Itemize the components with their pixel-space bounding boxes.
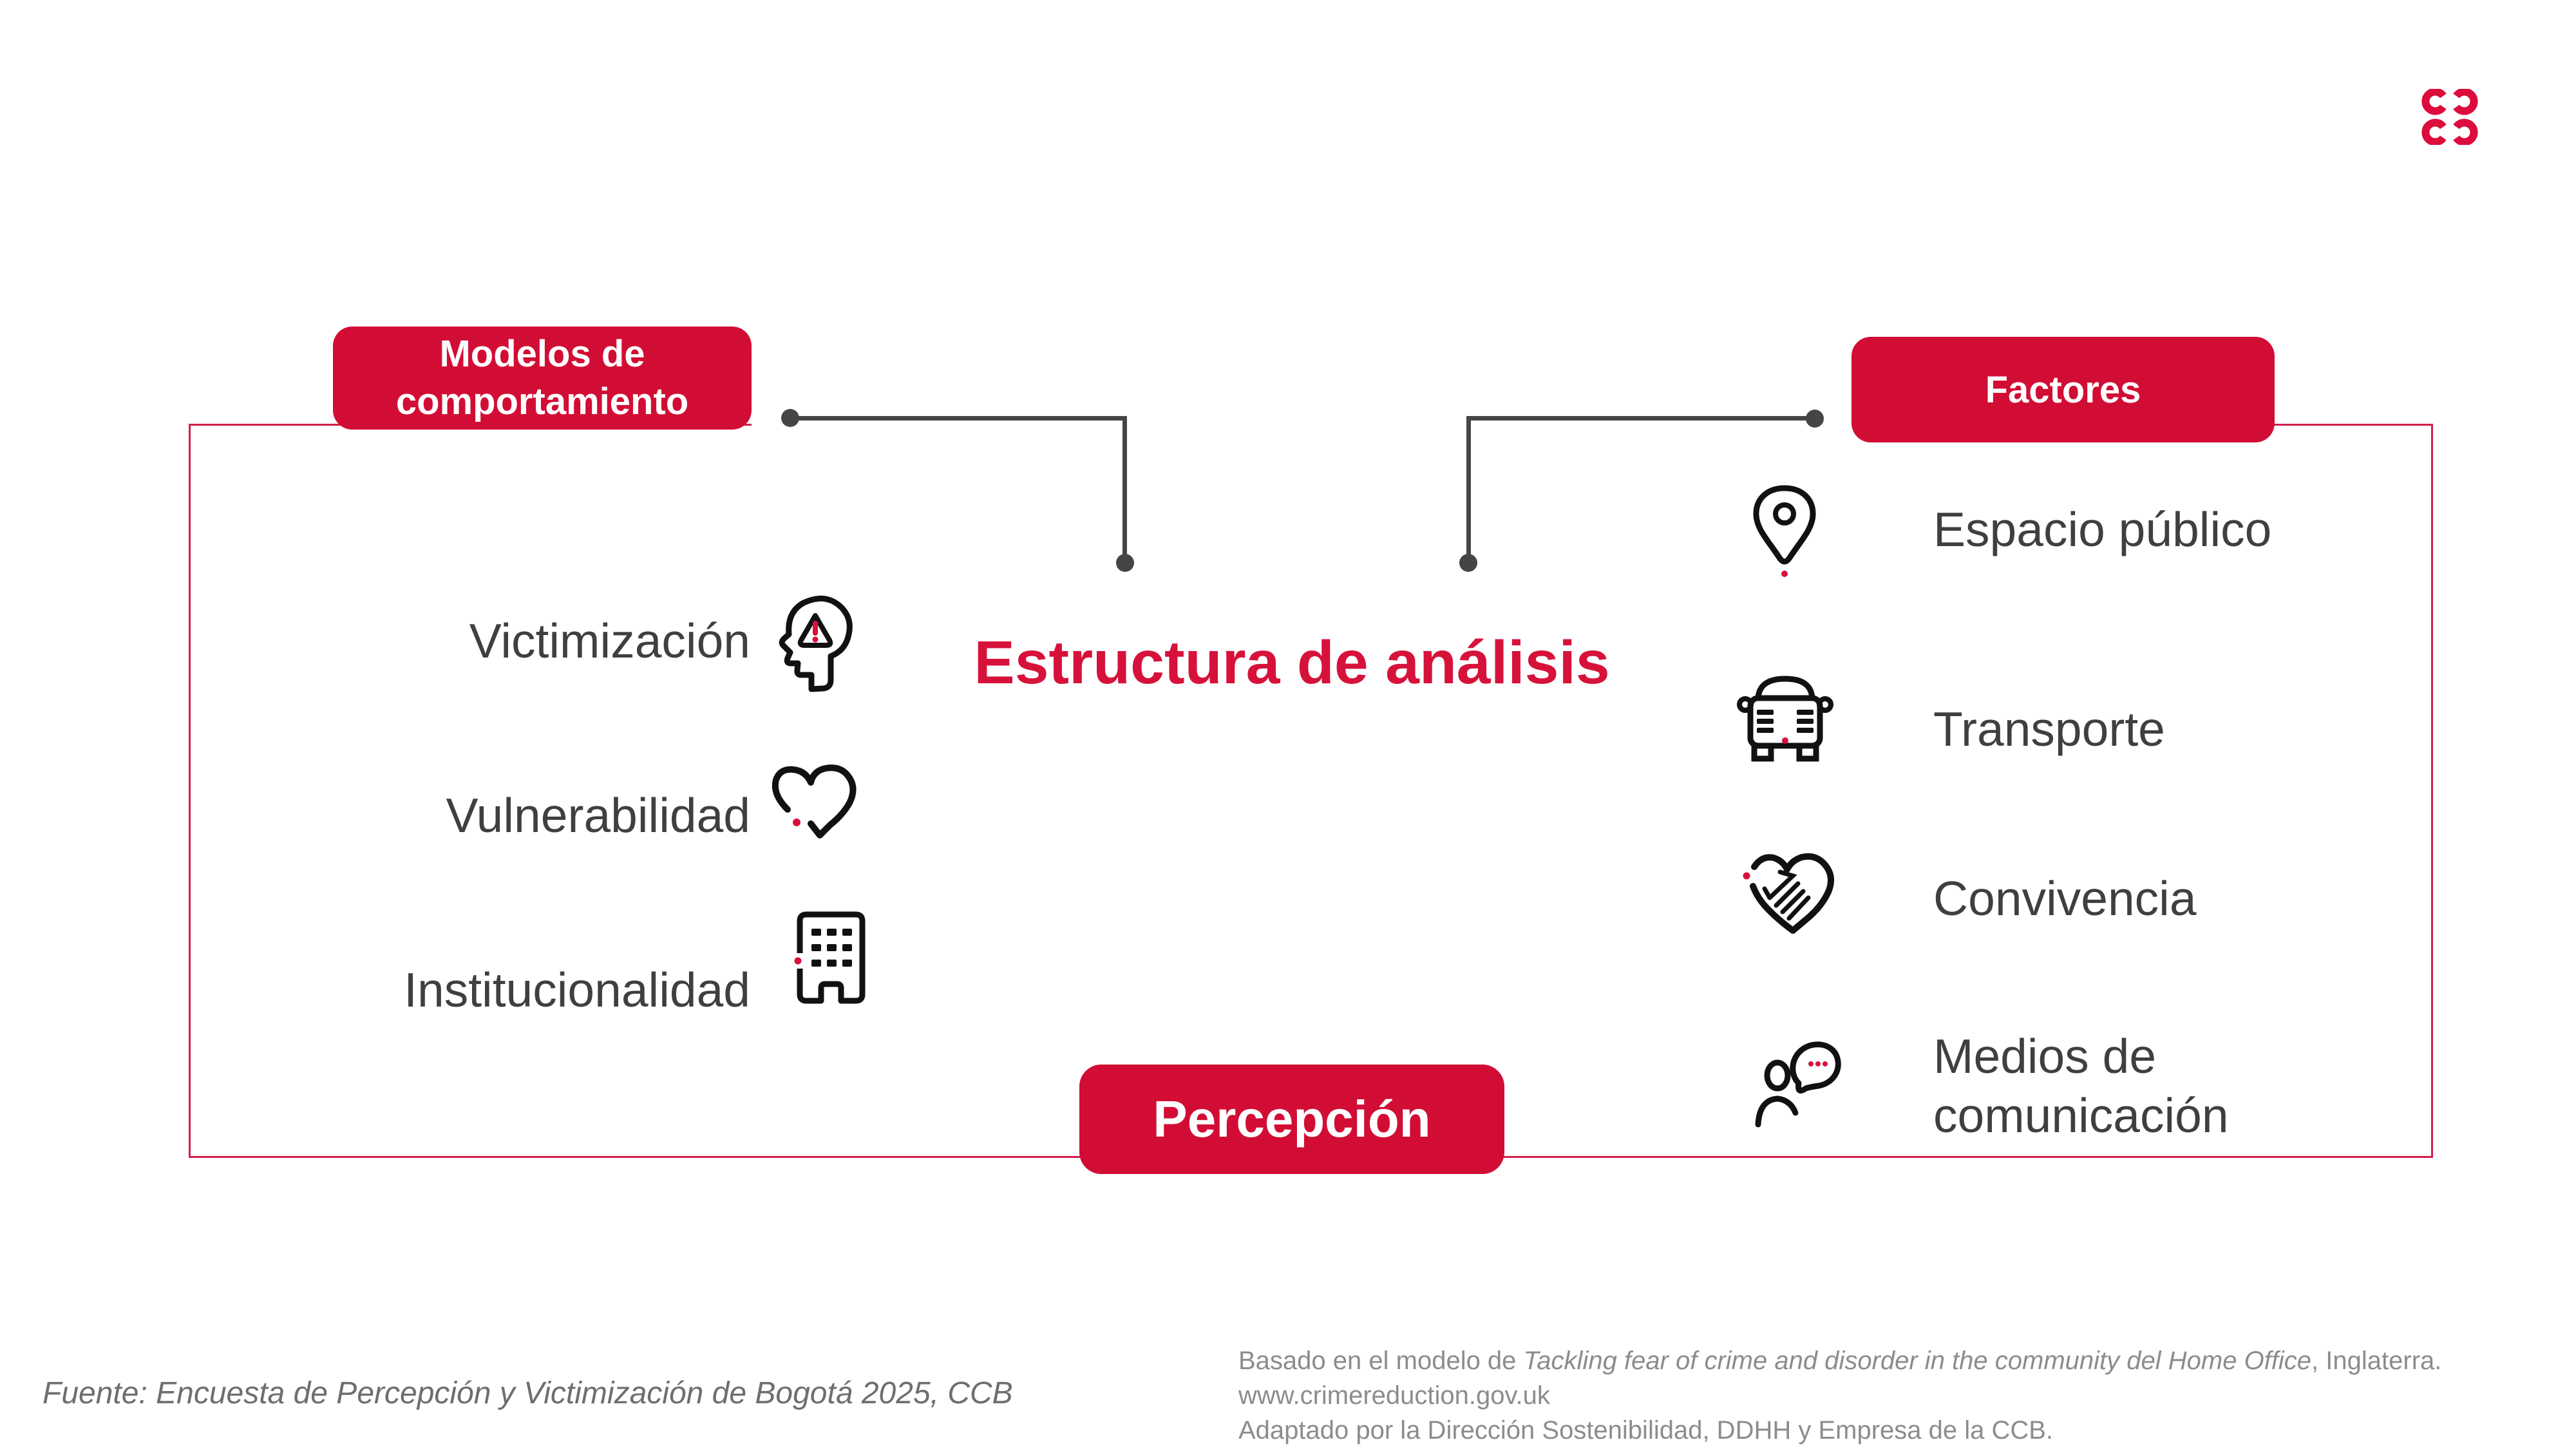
credit-line-1 bbox=[1238, 1343, 2441, 1378]
label-convivencia: Convivencia bbox=[1933, 871, 2197, 925]
frame-left-edge bbox=[189, 424, 191, 1158]
person-speech-icon bbox=[1750, 1034, 1855, 1132]
factores-box-label: Factores bbox=[1985, 368, 2141, 411]
credit-line-3: Adaptado por la Dirección Sostenibilidad, DDHH y Empresa de la CCB. bbox=[1238, 1416, 2054, 1444]
frame-right-edge bbox=[2431, 424, 2433, 1158]
label-espacio-publico: Espacio público bbox=[1933, 502, 2272, 556]
left-connector-vline bbox=[1122, 416, 1127, 564]
page-title: Estructura de análisis bbox=[974, 629, 1610, 697]
percepcion-box-label: Percepción bbox=[1153, 1090, 1431, 1148]
hands-heart-icon bbox=[1739, 848, 1845, 945]
credit-line1-suffix: , Inglaterra. bbox=[2311, 1347, 2442, 1375]
label-vulnerabilidad: Vulnerabilidad bbox=[446, 788, 750, 842]
credit-line1-prefix: Basado en el modelo de bbox=[1238, 1347, 1524, 1375]
percepcion-box bbox=[1079, 1065, 1504, 1174]
heart-icon bbox=[763, 763, 869, 860]
head-warning-icon bbox=[773, 592, 857, 696]
credit-line1-italic: Tackling fear of crime and disorder in the community del Home Office bbox=[1523, 1347, 2312, 1375]
label-medios-comunicacion: Medios de comunicación bbox=[1933, 1029, 2229, 1142]
right-connector-hline bbox=[1466, 416, 1815, 421]
left-connector-dot-end bbox=[1116, 554, 1134, 572]
label-institucionalidad: Institucionalidad bbox=[404, 963, 750, 1017]
modelos-box-line2: comportamiento bbox=[395, 381, 689, 422]
left-connector-dot-start bbox=[781, 409, 799, 427]
modelos-box-line1: Modelos de bbox=[439, 333, 645, 375]
factores-box bbox=[1852, 337, 2275, 442]
building-icon bbox=[791, 907, 871, 1009]
right-connector-dot-end bbox=[1459, 554, 1477, 572]
credit-block bbox=[1238, 1343, 2441, 1448]
left-connector-hline bbox=[790, 416, 1127, 421]
label-transporte: Transporte bbox=[1933, 702, 2165, 756]
source-note: Fuente: Encuesta de Percepción y Victimización de Bogotá 2025, CCB bbox=[43, 1376, 1013, 1410]
ccb-logo-icon bbox=[2421, 89, 2478, 145]
right-connector-dot-start bbox=[1806, 410, 1824, 428]
right-connector-vline bbox=[1466, 416, 1471, 564]
credit-line-2: www.crimereduction.gov.uk bbox=[1238, 1381, 1550, 1410]
map-pin-icon bbox=[1744, 482, 1826, 578]
car-icon bbox=[1732, 671, 1839, 766]
modelos-box bbox=[333, 327, 752, 430]
label-victimizacion: Victimización bbox=[469, 614, 750, 668]
